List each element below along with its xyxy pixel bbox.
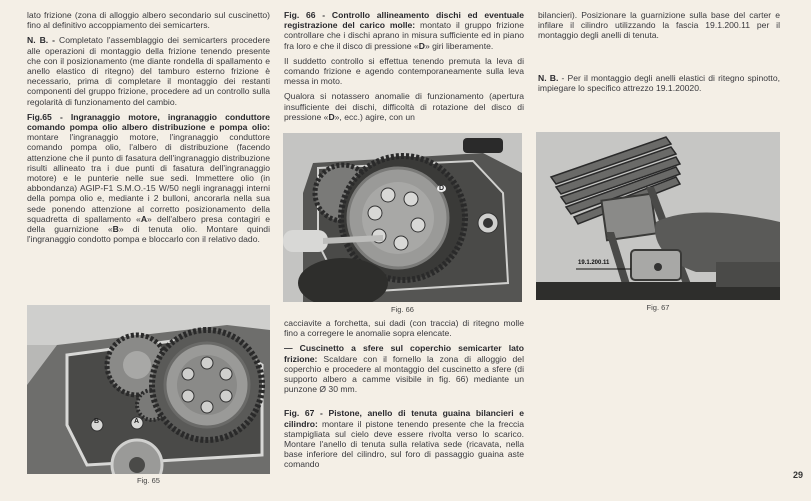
note-text: Completato l'assemblaggio dei semicarters procedere alle operazioni di montaggio della frizione tenendo presente che con il posizionamento (me diante rondella di spallamento e anello elastico di ritegno) del tamburo esterno frizione è necessario, prima di completare il montaggio dei restanti componenti del gruppo frizione, procedere ad un controllo sulla regolarità di funzionamento del cambio.: [27, 35, 270, 107]
note-text-2: - Per il montaggio degli anelli elastici di ritegno spinotto, impiegare lo specifico attrezzo 19.1.20020.: [538, 72, 780, 93]
fig67-title: Pistone, anello di tenuta guaina bilancieri e cilindro:: [284, 408, 524, 429]
fig65-caption: Fig. 65: [137, 476, 160, 485]
fig65-label-a: A: [140, 213, 148, 224]
fig66-callout-d: D: [439, 185, 445, 192]
fig65-text-3: » di tenuta olio. Montare quindi l'ingranaggio condotto pompa e bloccarlo con il relativo dado.: [27, 224, 270, 245]
bearing-title: — Cuscinetto a sfere sul coperchio semicarter lato frizione:: [284, 343, 524, 364]
fig67-caption: Fig. 67: [646, 303, 670, 312]
paragraph-anomalies: [284, 91, 524, 122]
paragraph-screwdriver: cacciavite a forchetta, sui dadi (con traccia) di ritegno molle fino a corregere le anomalie sopra elencate.: [284, 318, 524, 339]
column-2-bottom: [284, 318, 524, 475]
note-label-2: N. B.: [538, 72, 559, 83]
page-number: 29: [793, 470, 804, 480]
fig66-ref: Fig. 66 -: [284, 10, 326, 20]
fig67-description: [284, 408, 524, 469]
fig66-photo: [283, 133, 522, 302]
fig65-text-2: » dell'albero presa contagiri e della guarnizione «: [27, 213, 270, 235]
paragraph-cylinder: bilancieri). Posizionare la guarnizione sulla base del carter e infilare il cilindro utilizzando la fascia 19.1.200.11 per il montaggio degli anelli di tenuta.: [538, 10, 780, 41]
fig66-caption: Fig. 66: [391, 305, 414, 314]
fig65-ref: Fig.65 -: [27, 111, 63, 122]
column-3: [538, 10, 780, 98]
fig67-text: montare il pistone tenendo presente che la freccia stampigliata sul cielo deve essere rivolta verso lo scarico. Montare l'anello di tenuta sulla relativa sede (ricavata, nella base inferiore del cilindro, sul foro di passaggio guaina aste comando: [284, 418, 524, 470]
fig67-photo: [536, 132, 780, 300]
note-circlips: [538, 73, 780, 93]
bearing-description: [284, 343, 524, 394]
fig66-text-2: » giri liberamente.: [424, 40, 494, 51]
paragraph-continued: lato frizione (zona di alloggio albero secondario sul cuscinetto) fino al definitivo accoppiamento dei semicarters.: [27, 10, 270, 31]
column-2-top: [284, 10, 524, 127]
fig65-description: [27, 112, 270, 245]
fig66-text: montato il gruppo frizione controllare che i dischi aprano in misura sufficiente ed in piano fra loro e che il disco di pressione «: [284, 20, 524, 51]
fig66-title: Controllo allineamento dischi ed eventuale registrazione del carico molle:: [284, 10, 524, 31]
fig65-label-b: B: [112, 224, 119, 235]
fig66-label-d: D: [418, 40, 425, 51]
note-clutch: [27, 35, 270, 106]
anomalies-label-d: D: [328, 111, 335, 122]
column-1: [27, 10, 270, 249]
fig65-text: montare l'ingranaggio motore, l'ingranaggio conduttore comando pompa olio, l'albero di distribuzione (facendo attenzione che il punto di fasatura dell'ingranaggio distribuzione risulti allineato tra i due punti di fasatura dell'ingranaggio motore) e le punterie nelle sue sedi. Immettere olio (in abbondanza) AGIP-F1 S.M.O.-15 W/50 negli ingranaggi interni della pompa olio e, mediante i 2 bulloni, ancorarla nella sua sede ponendo attenzione al corretto posizionamento della squadretta di spallamento «: [27, 132, 270, 224]
note-label: N. B. -: [27, 35, 56, 46]
fig66-description: [284, 10, 524, 51]
fig65-callout-a: A: [134, 418, 140, 425]
fig65-photo: [27, 305, 270, 474]
fig65-title: Ingranaggio motore, ingranaggio conduttore comando pompa olio albero distribuzione e pompa olio:: [27, 111, 270, 133]
anomalies-text: Qualora si notassero anomalie di funzionamento (apertura insufficiente dei dischi, difficoltà di rotazione del disco di pressione «: [284, 91, 524, 122]
fig67-tool-label: 19.1.200.11: [578, 260, 610, 266]
fig67-ref: Fig. 67 -: [284, 408, 323, 419]
bearing-text: Scaldare con il fornello la zona di alloggio del coperchio e procedere al montaggio del cuscinetto a sfere (di supporto albero a camme visibile in fig. 66) mediante un punzone Ø 30 mm.: [284, 353, 524, 395]
anomalies-text-2: », ecc.) agire, con un: [334, 111, 415, 122]
paragraph-control: Il suddetto controllo si effettua tenendo premuta la leva di comando frizione e agendo contemporaneamente sulla leva messa in moto.: [284, 55, 524, 87]
fig65-callout-b: B: [94, 418, 100, 425]
